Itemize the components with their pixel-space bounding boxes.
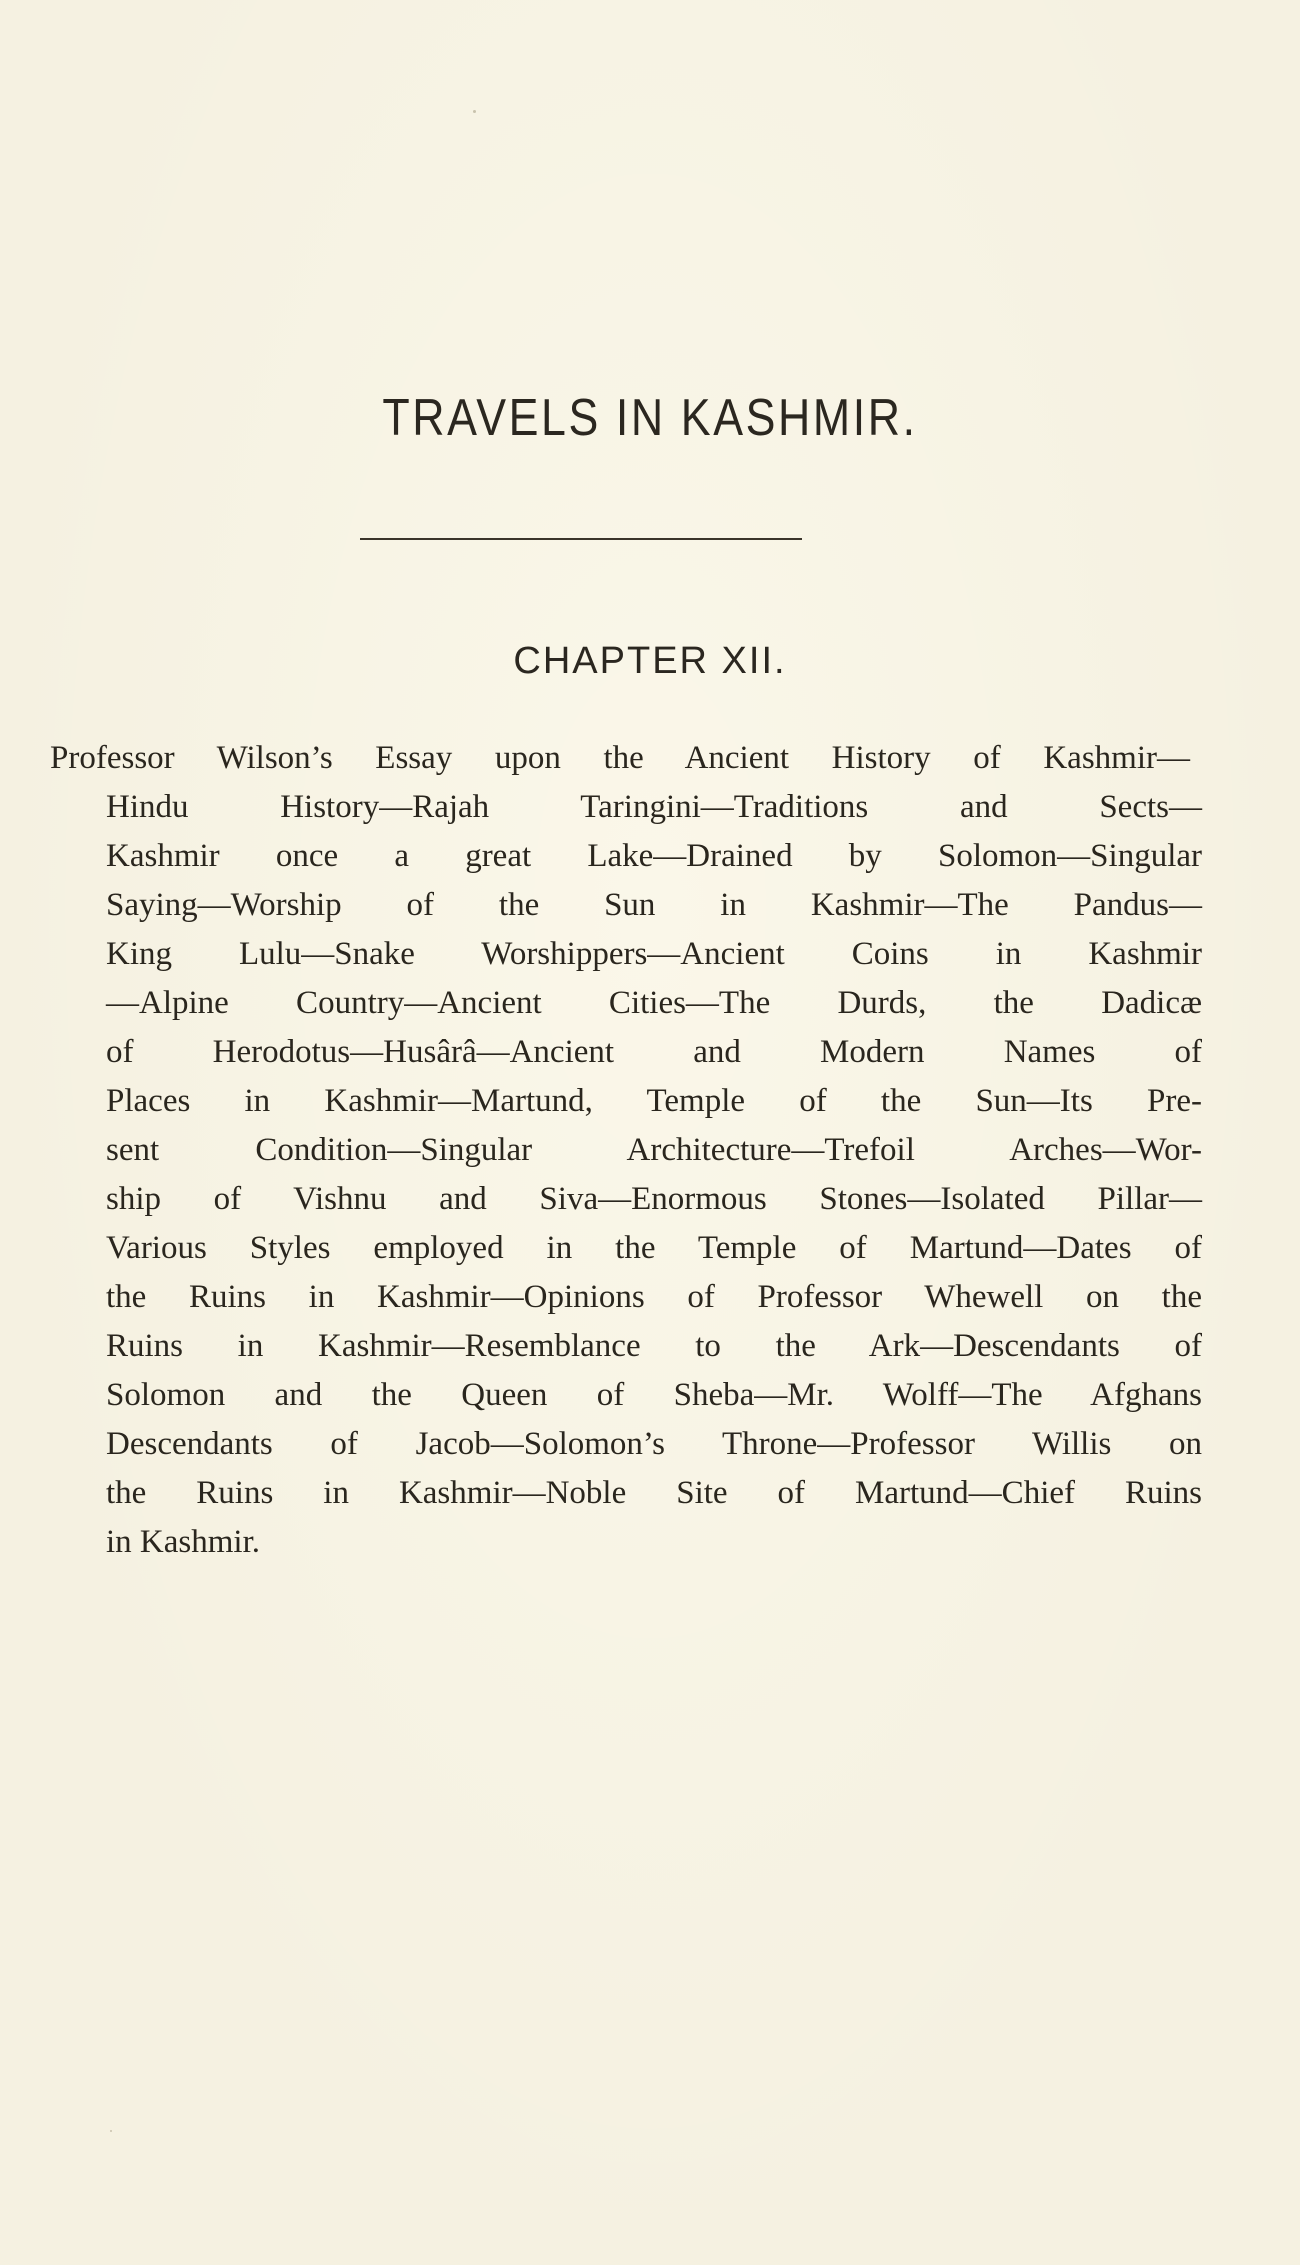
synopsis-line: Ruins in Kashmir—Resemblance to the Ark—Descendants of: [106, 1328, 1202, 1364]
synopsis-line: the Ruins in Kashmir—Noble Site of Martund—Chief Ruins: [106, 1475, 1202, 1511]
running-title: TRAVELS IN KASHMIR.: [382, 389, 918, 447]
chapter-synopsis: [50, 734, 1202, 1567]
synopsis-line: Solomon and the Queen of Sheba—Mr. Wolff—The Afghans: [106, 1377, 1202, 1413]
synopsis-line: of Herodotus—Husârâ—Ancient and Modern Names of: [106, 1034, 1202, 1070]
synopsis-line: in Kashmir.: [106, 1524, 260, 1560]
synopsis-line: Places in Kashmir—Martund, Temple of the Sun—Its Pre-: [106, 1083, 1202, 1119]
synopsis-line: Kashmir once a great Lake—Drained by Solomon—Singular: [106, 838, 1202, 874]
paper-speck: [473, 110, 476, 113]
synopsis-line: Descendants of Jacob—Solomon’s Throne—Professor Willis on: [106, 1426, 1202, 1462]
synopsis-line: King Lulu—Snake Worshippers—Ancient Coins in Kashmir: [106, 936, 1202, 972]
synopsis-line: the Ruins in Kashmir—Opinions of Professor Whewell on the: [106, 1279, 1202, 1315]
synopsis-line: Saying—Worship of the Sun in Kashmir—The Pandus—: [106, 887, 1202, 923]
paper-speck: [110, 2130, 112, 2132]
chapter-heading: CHAPTER XII.: [513, 640, 787, 682]
synopsis-line: —Alpine Country—Ancient Cities—The Durds, the Dadicæ: [106, 985, 1202, 1021]
synopsis-line: Professor Wilson’s Essay upon the Ancient History of Kashmir—: [50, 740, 1190, 776]
synopsis-line: sent Condition—Singular Architecture—Trefoil Arches—Wor-: [106, 1132, 1202, 1168]
synopsis-line: ship of Vishnu and Siva—Enormous Stones—Isolated Pillar—: [106, 1181, 1202, 1217]
synopsis-line: Various Styles employed in the Temple of Martund—Dates of: [106, 1230, 1202, 1266]
title-rule: [360, 538, 802, 540]
synopsis-line: Hindu History—Rajah Taringini—Traditions and Sects—: [106, 789, 1202, 825]
